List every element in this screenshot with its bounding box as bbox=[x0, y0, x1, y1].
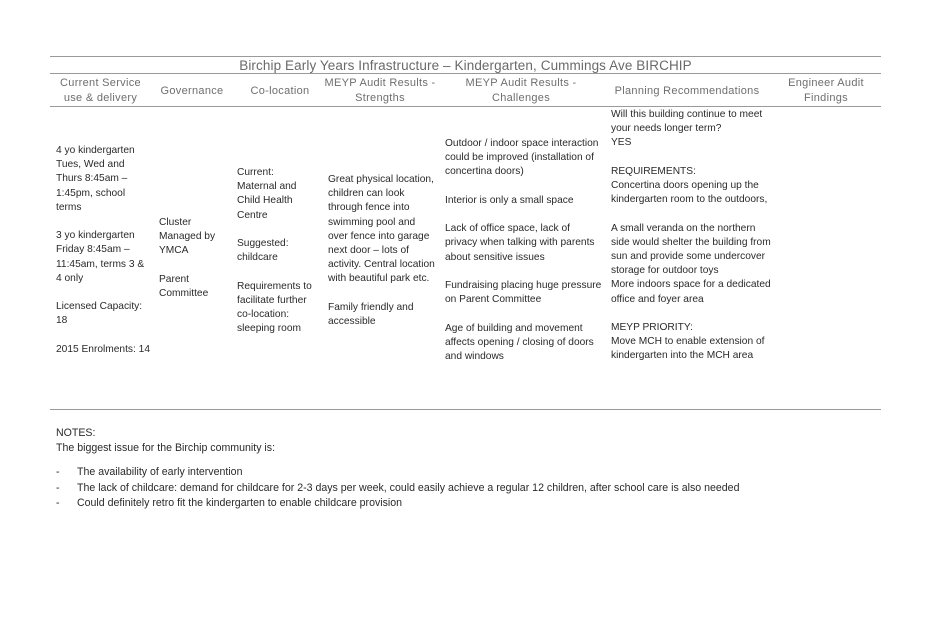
challenge-fundraising: Fundraising placing huge pressure on Parent Committee bbox=[445, 279, 602, 306]
infrastructure-table bbox=[50, 73, 881, 410]
cell-governance bbox=[159, 216, 233, 301]
header-strengths: MEYP Audit Results - Strengths bbox=[324, 77, 436, 104]
header-governance: Governance bbox=[160, 85, 224, 97]
cell-current-service bbox=[56, 144, 150, 357]
colocation-suggested: Suggested: childcare bbox=[237, 238, 289, 264]
cell-strengths bbox=[328, 173, 436, 329]
recommendation-needs: Will this building continue to meet your needs longer term? YES bbox=[611, 109, 763, 149]
notes-section bbox=[56, 426, 856, 512]
colocation-current: Current: Maternal and Child Health Centre bbox=[237, 167, 297, 221]
recommendation-priority: MEYP PRIORITY: Move MCH to enable extension of kindergarten into the MCH area bbox=[611, 322, 765, 362]
header-challenges: MEYP Audit Results - Challenges bbox=[465, 77, 577, 104]
challenge-small-interior: Interior is only a small space bbox=[445, 194, 574, 206]
list-item: - The availability of early intervention bbox=[56, 466, 243, 478]
list-item: - The lack of childcare: demand for childcare for 2-3 days per week, could easily achieve a regular 12 children, after school care is also needed bbox=[56, 481, 740, 494]
table-header-row bbox=[50, 74, 881, 107]
note-early-intervention: The availability of early intervention bbox=[77, 466, 243, 478]
service-4yo-kinder: 4 yo kindergarten Tues, Wed and Thurs 8:45am – 1:45pm, school terms bbox=[56, 145, 135, 213]
challenge-office-space: Lack of office space, lack of privacy when talking with parents about sensitive issues bbox=[445, 223, 595, 263]
colocation-requirements: Requirements to facilitate further co-location: sleeping room bbox=[237, 280, 312, 335]
header-co-location: Co-location bbox=[250, 85, 310, 97]
strength-location: Great physical location, children can look through fence into swimming pool and over fence into garage next door – lots of activity. Central location with beautiful park etc. bbox=[328, 174, 435, 285]
notes-list bbox=[56, 465, 856, 512]
service-licensed-capacity: Licensed Capacity: 18 bbox=[56, 301, 143, 327]
header-engineer-audit: Engineer Audit Findings bbox=[788, 77, 864, 104]
list-item: - Could definitely retro fit the kindergarten to enable childcare provision bbox=[56, 497, 403, 509]
recommendation-requirements: REQUIREMENTS: Concertina doors opening up the kindergarten room to the outdoors, bbox=[611, 165, 768, 206]
header-planning-recommendations: Planning Recommendations bbox=[614, 85, 760, 97]
cell-co-location bbox=[237, 166, 315, 336]
notes-label: NOTES: bbox=[56, 427, 96, 439]
cell-planning-recommendations bbox=[611, 108, 771, 364]
notes-intro: The biggest issue for the Birchip community is: bbox=[56, 442, 276, 454]
table-body-row bbox=[50, 107, 881, 409]
recommendation-veranda: A small veranda on the northern side would shelter the building from sun and provide some undercover storage for outdoor toys More indoors space for a dedicated office and foyer area bbox=[611, 222, 771, 305]
note-childcare-demand: The lack of childcare: demand for childcare for 2-3 days per week, could easily achieve a regular 12 children, after school care is also needed bbox=[77, 481, 740, 494]
challenge-indoor-outdoor: Outdoor / indoor space interaction could be improved (installation of concertina doors) bbox=[445, 138, 599, 178]
challenge-building-age: Age of building and movement affects opening / closing of doors and windows bbox=[445, 322, 594, 362]
document-title: Birchip Early Years Infrastructure – Kindergarten, Cummings Ave BIRCHIP bbox=[50, 56, 881, 74]
note-retro-fit: Could definitely retro fit the kindergarten to enable childcare provision bbox=[77, 497, 403, 509]
header-current-service: Current Service use & delivery bbox=[60, 77, 141, 104]
governance-managed-by: Cluster Managed by YMCA bbox=[159, 217, 216, 257]
service-enrolments: 2015 Enrolments: 14 bbox=[56, 343, 151, 355]
strength-family-friendly: Family friendly and accessible bbox=[328, 301, 414, 328]
cell-challenges bbox=[445, 137, 603, 364]
service-3yo-kinder: 3 yo kindergarten Friday 8:45am – 11:45am, terms 3 & 4 only bbox=[56, 230, 145, 284]
governance-committee: Parent Committee bbox=[159, 273, 209, 299]
